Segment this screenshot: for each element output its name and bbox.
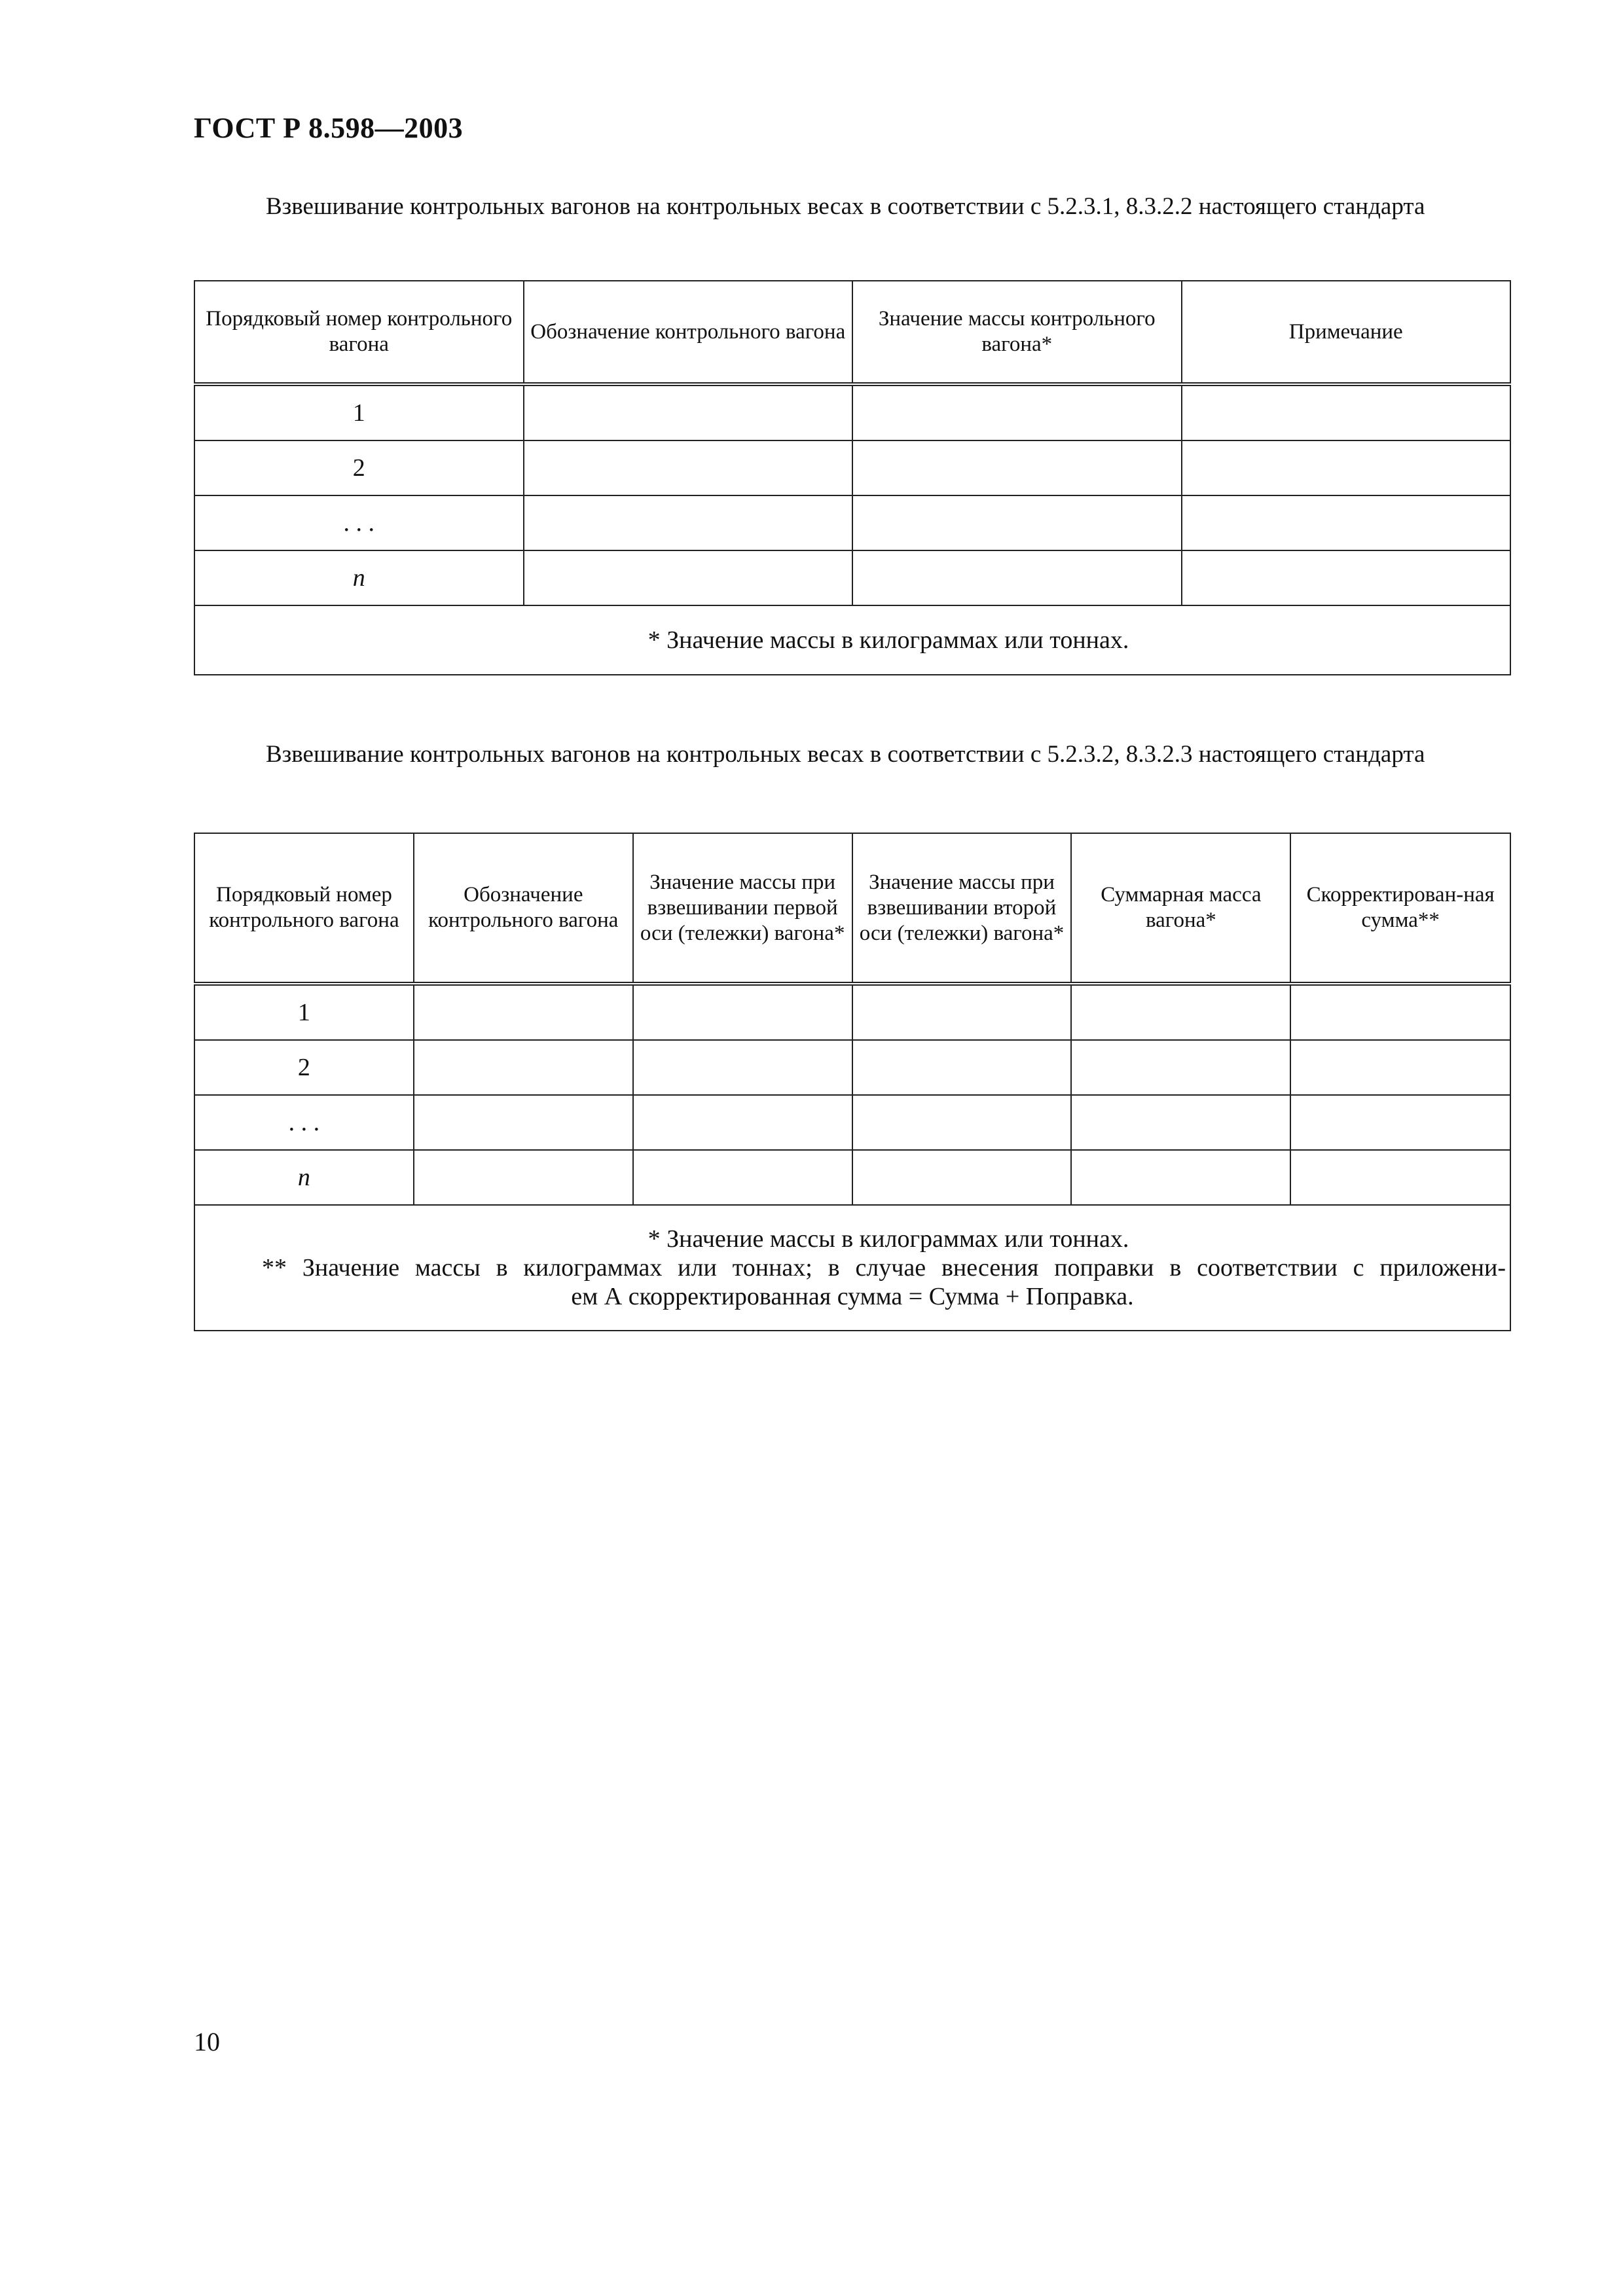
footnote-double-asterisk: ** Значение массы в килограммах или тоннах; в случае внесения поправки в соответствии с приложени-: [262, 1254, 1506, 1282]
empty-cell: [414, 1095, 633, 1150]
row-number: 1: [194, 984, 414, 1040]
row-number: . . .: [194, 1095, 414, 1150]
table-row: [194, 1150, 1510, 1205]
empty-cell: [852, 495, 1182, 550]
empty-cell: [1290, 1150, 1510, 1205]
column-header-ordinal-number: Порядковый номер контрольного вагона: [194, 281, 524, 384]
table-row: [194, 550, 1510, 605]
table-header-row: [194, 281, 1510, 384]
row-number: 1: [194, 384, 524, 440]
control-wagon-weighing-table-1: [194, 280, 1511, 675]
empty-cell: [1071, 1040, 1290, 1095]
table-header-row: [194, 833, 1510, 984]
empty-cell: [524, 495, 853, 550]
empty-cell: [852, 440, 1182, 495]
empty-cell: [852, 984, 1072, 1040]
table-footnote-row: [194, 1205, 1510, 1331]
empty-cell: [633, 1095, 852, 1150]
empty-cell: [1071, 1095, 1290, 1150]
empty-cell: [852, 1095, 1072, 1150]
column-header-wagon-mass: Значение массы контрольного вагона*: [852, 281, 1182, 384]
table-row: [194, 984, 1510, 1040]
column-header-first-axle-mass: Значение массы при взвешивании первой оси (тележки) вагона*: [633, 833, 852, 984]
row-number: n: [194, 1150, 414, 1205]
empty-cell: [1071, 984, 1290, 1040]
column-header-wagon-designation: Обозначение контрольного вагона: [524, 281, 853, 384]
empty-cell: [852, 1150, 1072, 1205]
empty-cell: [633, 984, 852, 1040]
footnote-double-asterisk-continuation: ем А скорректированная сумма = Сумма + Поправка.: [571, 1283, 1134, 1310]
row-number: 2: [194, 1040, 414, 1095]
empty-cell: [1182, 440, 1511, 495]
empty-cell: [852, 384, 1182, 440]
column-header-corrected-sum: Скорректирован-ная сумма**: [1290, 833, 1510, 984]
empty-cell: [524, 550, 853, 605]
section2-intro: Взвешивание контрольных вагонов на контрольных весах в соответствии с 5.2.3.2, 8.3.2.3 настоящего стандарта: [266, 741, 1425, 768]
empty-cell: [414, 1150, 633, 1205]
table-row: [194, 440, 1510, 495]
empty-cell: [1290, 1095, 1510, 1150]
control-wagon-weighing-table-2: [194, 833, 1511, 1331]
row-number: 2: [194, 440, 524, 495]
column-header-ordinal-number: Порядковый номер контрольного вагона: [194, 833, 414, 984]
empty-cell: [1290, 1040, 1510, 1095]
empty-cell: [1290, 984, 1510, 1040]
document-code: ГОСТ Р 8.598—2003: [194, 112, 464, 144]
empty-cell: [414, 1040, 633, 1095]
empty-cell: [633, 1040, 852, 1095]
row-number: . . .: [194, 495, 524, 550]
column-header-note: Примечание: [1182, 281, 1511, 384]
empty-cell: [414, 984, 633, 1040]
table-footnotes: [194, 1205, 1510, 1331]
empty-cell: [633, 1150, 852, 1205]
table-row: [194, 1095, 1510, 1150]
table-row: [194, 495, 1510, 550]
section1-intro: Взвешивание контрольных вагонов на контрольных весах в соответствии с 5.2.3.1, 8.3.2.2 настоящего стандарта: [266, 193, 1425, 220]
empty-cell: [524, 384, 853, 440]
column-header-second-axle-mass: Значение массы при взвешивании второй оси (тележки) вагона*: [852, 833, 1072, 984]
empty-cell: [1182, 384, 1511, 440]
footnote-single-asterisk: * Значение массы в килограммах или тоннах.: [647, 1225, 1129, 1253]
page-number: 10: [194, 2027, 220, 2056]
column-header-wagon-designation: Обозначение контрольного вагона: [414, 833, 633, 984]
table-footnote-row: [194, 605, 1510, 675]
table-row: [194, 1040, 1510, 1095]
table-row: [194, 384, 1510, 440]
empty-cell: [524, 440, 853, 495]
table-footnote: * Значение массы в килограммах или тоннах.: [194, 605, 1510, 675]
empty-cell: [852, 1040, 1072, 1095]
empty-cell: [852, 550, 1182, 605]
empty-cell: [1071, 1150, 1290, 1205]
empty-cell: [1182, 495, 1511, 550]
row-number: n: [194, 550, 524, 605]
empty-cell: [1182, 550, 1511, 605]
column-header-total-mass: Суммарная масса вагона*: [1071, 833, 1290, 984]
